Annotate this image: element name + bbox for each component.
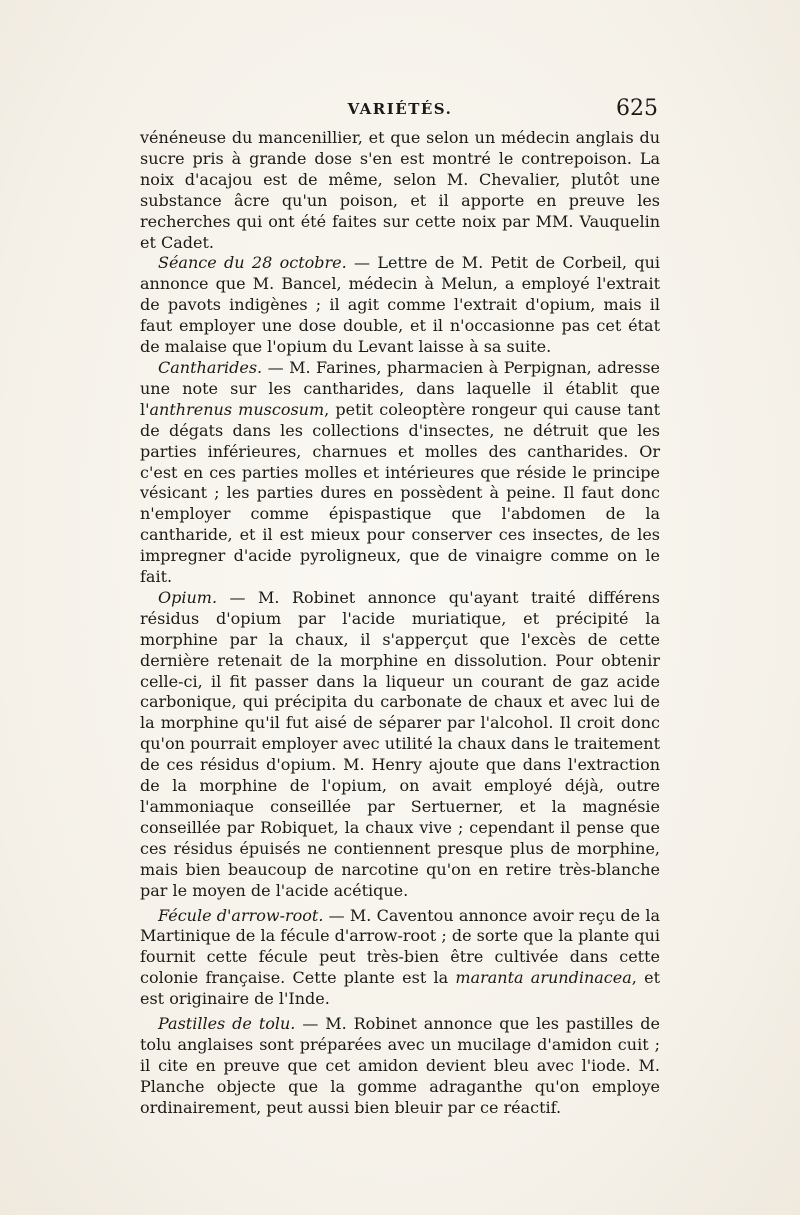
paragraph-opium [140, 588, 660, 902]
italic-text: Pastilles de tolu. [158, 1014, 296, 1034]
paragraph-continuation [140, 128, 660, 253]
italic-text: Opium. [158, 587, 218, 607]
text-run: — Lettre de M. Petit de Corbeil, qui annonce que M. Bancel, médecin à Melun, a employé l'extrait de pavots indigènes ; il agit comme l'extrait d'opium, mais il faut employer une dose double, et il n'occasionne pas cet état de malaise que l'opium du Levant laisse à sa suite. [140, 253, 661, 357]
italic-text: anthrenus muscosum [149, 399, 325, 419]
paragraph-pastilles [140, 1014, 660, 1119]
text-run: vénéneuse du mancenillier, et que selon un médecin anglais du sucre pris à grande dose s'en est montré le contrepoison. La noix d'acajou est de même, selon M. Chevalier, plutôt une substance âcre qu'un poison, et il apporte en preuve les recherches qui ont été faites sur cette noix par MM. Vauquelin et Cadet. [140, 128, 660, 252]
body-text [140, 128, 660, 1119]
text-run: — M. Robinet annonce que les pastilles de tolu anglaises sont préparées avec un mucilage d'amidon cuit ; il cite en preuve que cet amidon devient bleu avec l'iode. M. Planche objecte que la gomme adraganthe qu'on employe ordinairement, peut aussi bien bleuir par ce réactif. [140, 1014, 660, 1117]
paragraph-seance [140, 253, 660, 358]
italic-text: Fécule d'arrow-root. [158, 905, 324, 925]
paragraph-fecule [140, 906, 660, 1011]
text-run: — M. Robinet annonce qu'ayant traité différens résidus d'opium par l'acide muriatique, et précipité la morphine par la chaux, il s'apperçut que l'excès de cette dernière retenait de la morphine en dissolution. Pour obtenir celle-ci, il fit passer dans la liqueur un courant de gaz acide carbonique, qui précipita du carbonate de chaux et avec lui de la morphine qu'il fut aisé de séparer par l'alcohol. Il croit donc qu'on pourrait employer avec utilité la chaux dans le traitement de ces résidus d'opium. M. Henry ajoute que dans l'extraction de la morphine de l'opium, on avait employé déjà, outre l'ammoniaque conseillée par Sertuerner, et la magnésie conseillée par Robiquet, la chaux vive ; cependant il pense que ces résidus épuisés ne contiennent presque plus de morphine, mais bien beaucoup de narcotine qu'on en retire très-blanche par le moyen de l'acide acétique. [140, 587, 660, 900]
text-run: — M. Caventou annonce avoir reçu de la Martinique de la fécule d'arrow-root ; de sorte que la plante qui fournit cette fécule peut très-bien être cultivée dans cette colonie française. Cette plante est la [140, 905, 661, 988]
italic-text: maranta arundinacea [455, 968, 632, 988]
text-run: — M. Farines, pharmacien à Perpignan, adresse une note sur les cantharides, dans laquelle il établit que l' [140, 357, 660, 419]
italic-text: Cantharides. [158, 357, 263, 377]
page-number: 625 [616, 96, 658, 121]
paragraph-cantharides [140, 358, 660, 588]
page-header [140, 96, 660, 128]
text-run: , et est originaire de l'Inde. [140, 968, 661, 1009]
running-head: VARIÉTÉS. [347, 100, 453, 118]
text-run: , petit coleoptère rongeur qui cause tant de dégats dans les collections d'insectes, ne détruit que les parties inférieures, charnues et molles des cantharides. Or c'est en ces parties molles et intérieures que réside le principe vésicant ; les parties dures en possèdent à peine. Il faut donc n'employer comme épispastique que l'abdomen de la cantharide, et il est mieux pour conserver ces insectes, de les impregner d'acide pyroligneux, que de vinaigre comme on le fait. [140, 399, 660, 587]
italic-text: Séance du 28 octobre. [158, 253, 347, 273]
